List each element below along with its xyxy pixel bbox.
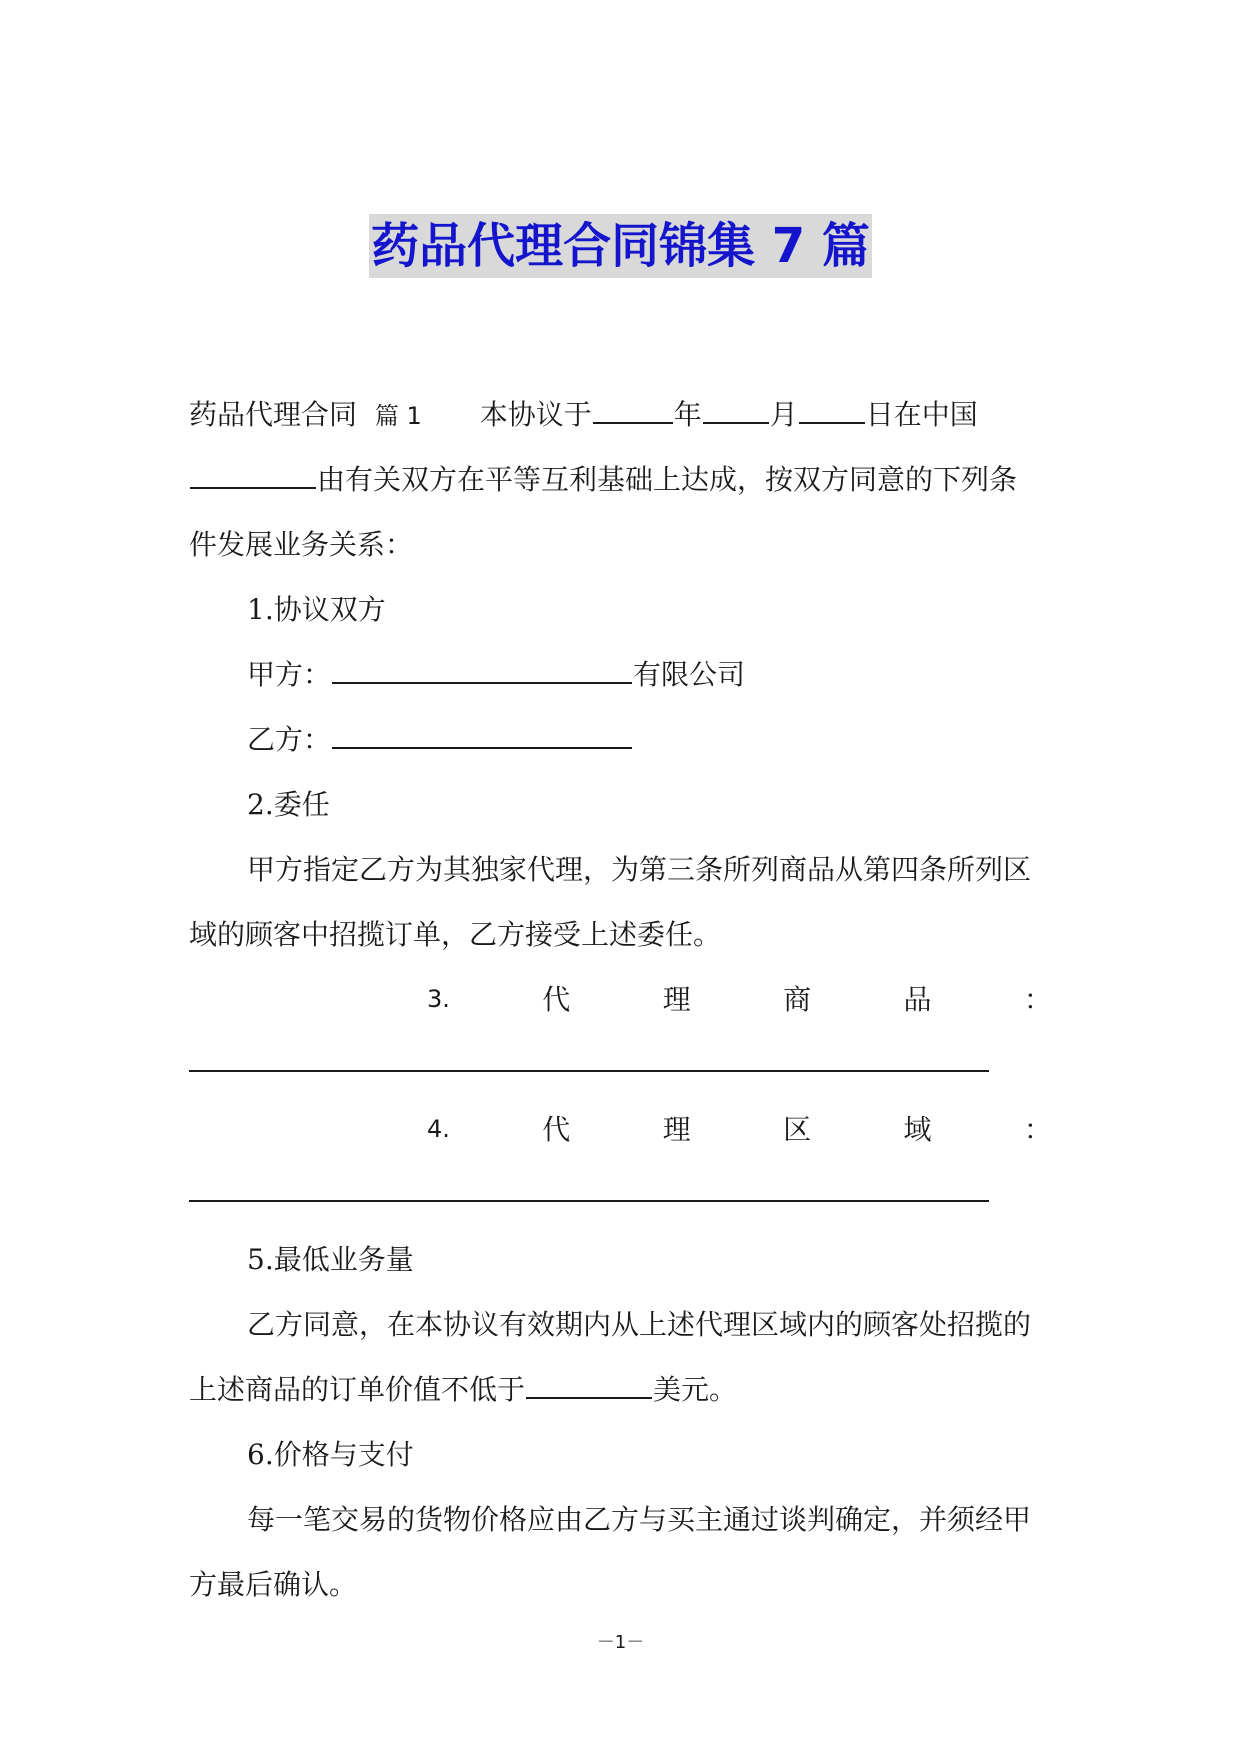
section-6-heading bbox=[189, 1422, 1052, 1487]
party-a-line bbox=[189, 642, 1052, 707]
intro-text-1: 本协议于 bbox=[479, 398, 592, 431]
section-5-para-1: 乙方同意，在本协议有效期内从上述代理区域内的顾客处招揽的 bbox=[247, 1308, 1032, 1341]
blank-party-b bbox=[332, 719, 632, 749]
section-6-para-1: 每一笔交易的货物价格应由乙方与买主通过谈判确定，并须经甲 bbox=[247, 1503, 1032, 1536]
document-title: 药品代理合同锦集 7 篇 bbox=[369, 214, 872, 278]
section-3-char-4: 品 bbox=[903, 983, 932, 1016]
section-5-para-line-1 bbox=[189, 1292, 1052, 1357]
section-5-para-line-2 bbox=[189, 1357, 1052, 1422]
section-2-para-line-2 bbox=[189, 902, 1052, 967]
intro-text-2: 由有关双方在平等互利基础上达成，按双方同意的下列条 bbox=[317, 463, 1018, 496]
section-6-para-line-2 bbox=[189, 1552, 1052, 1617]
section-4-blank-line bbox=[189, 1162, 1052, 1227]
section-4-char-3: 区 bbox=[783, 1113, 812, 1146]
section-4-char-1: 代 bbox=[542, 1113, 571, 1146]
party-a-suffix: 有限公司 bbox=[633, 658, 746, 691]
section-3-char-2: 理 bbox=[662, 983, 691, 1016]
party-b-line bbox=[189, 707, 1052, 772]
party-a-label: 甲方： bbox=[247, 658, 332, 691]
document-body bbox=[189, 382, 1052, 1617]
intro-line-2 bbox=[189, 447, 1052, 512]
section-2-heading bbox=[189, 772, 1052, 837]
section-2-heading-text: 2.委任 bbox=[247, 788, 330, 821]
blank-day bbox=[799, 394, 865, 424]
section-3-blank-line bbox=[189, 1032, 1052, 1097]
section-3-num: 3. bbox=[427, 985, 450, 1013]
title-wrap bbox=[0, 214, 1241, 278]
section-4-num: 4. bbox=[427, 1115, 450, 1143]
intro-line-1 bbox=[189, 382, 1052, 447]
section-6-para-line-1 bbox=[189, 1487, 1052, 1552]
day-place-label: 日在中国 bbox=[865, 398, 978, 431]
section-3-char-1: 代 bbox=[542, 983, 571, 1016]
section-1-heading bbox=[189, 577, 1052, 642]
year-label: 年 bbox=[673, 398, 702, 431]
blank-products bbox=[189, 1032, 989, 1072]
blank-party-a bbox=[332, 654, 632, 684]
blank-year bbox=[593, 394, 673, 424]
page-number: －1－ bbox=[596, 1632, 645, 1653]
month-label: 月 bbox=[769, 398, 798, 431]
intro-line-3 bbox=[189, 512, 1052, 577]
blank-month bbox=[703, 394, 769, 424]
section-4-char-2: 理 bbox=[662, 1113, 691, 1146]
blank-amount bbox=[526, 1369, 652, 1399]
section-6-para-2: 方最后确认。 bbox=[189, 1568, 358, 1601]
blank-territory bbox=[189, 1162, 989, 1202]
section-5-heading-text: 5.最低业务量 bbox=[247, 1243, 414, 1276]
section-4-heading bbox=[189, 1097, 1052, 1162]
blank-place bbox=[190, 459, 316, 489]
section-5-para-2a: 上述商品的订单价值不低于 bbox=[189, 1373, 526, 1406]
section-2-para-line-1 bbox=[189, 837, 1052, 902]
party-b-label: 乙方： bbox=[247, 723, 332, 756]
intro-heading: 药品代理合同 bbox=[189, 398, 358, 431]
section-3-colon: ： bbox=[1023, 983, 1052, 1016]
section-4-char-4: 域 bbox=[903, 1113, 932, 1146]
intro-part: 篇 1 bbox=[374, 402, 422, 430]
section-3-char-3: 商 bbox=[783, 983, 812, 1016]
section-4-colon: ： bbox=[1023, 1113, 1052, 1146]
section-5-heading bbox=[189, 1227, 1052, 1292]
intro-text-3: 件发展业务关系： bbox=[189, 528, 414, 561]
section-2-para-1: 甲方指定乙方为其独家代理，为第三条所列商品从第四条所列区 bbox=[247, 853, 1032, 886]
section-2-para-2: 域的顾客中招揽订单，乙方接受上述委任。 bbox=[189, 918, 722, 951]
section-3-heading bbox=[189, 967, 1052, 1032]
section-5-para-2b: 美元。 bbox=[653, 1373, 738, 1406]
section-6-heading-text: 6.价格与支付 bbox=[247, 1438, 414, 1471]
section-1-heading-text: 1.协议双方 bbox=[247, 593, 386, 626]
